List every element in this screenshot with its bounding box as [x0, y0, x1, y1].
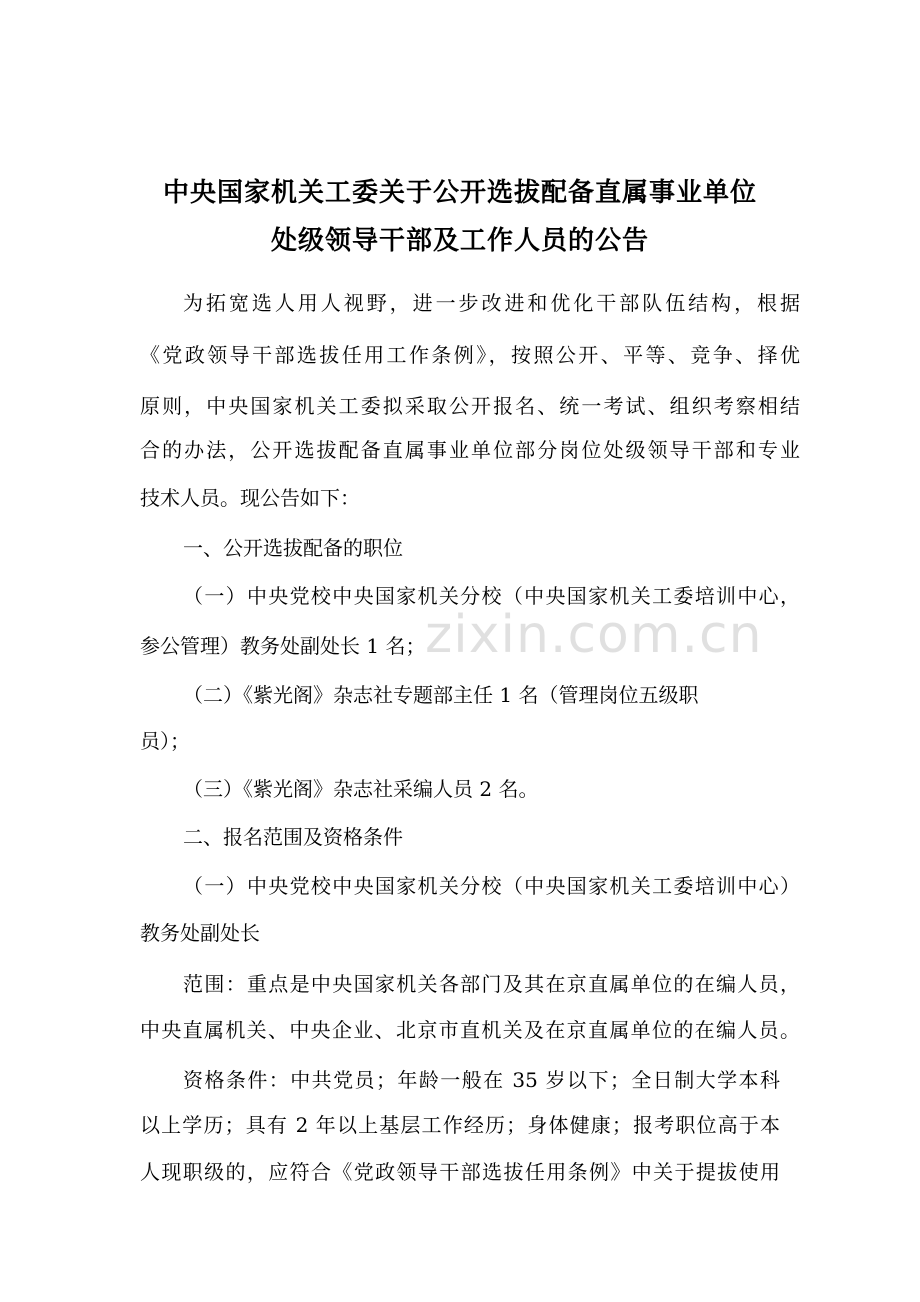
paragraph-line: （一）中央党校中央国家机关分校（中央国家机关工委培训中心，: [183, 584, 800, 608]
paragraph-line: 原则，中央国家机关工委拟采取公开报名、统一考试、组织考察相结: [140, 394, 800, 418]
paragraph-line: 员）；: [140, 729, 190, 753]
section-heading: 二、报名范围及资格条件: [183, 825, 403, 849]
paragraph-line: 资格条件：中共党员；年龄一般在 35 岁以下；全日制大学本科: [183, 1068, 780, 1092]
paragraph-line: （二）《紫光阁》杂志社专题部主任 1 名（管理岗位五级职: [183, 683, 699, 707]
section-heading: 一、公开选拔配备的职位: [183, 536, 403, 560]
document-title-line-1: 中央国家机关工委关于公开选拔配备直属事业单位: [162, 178, 757, 208]
paragraph-line: （一）中央党校中央国家机关分校（中央国家机关工委培训中心）: [183, 874, 800, 898]
paragraph-line: 人现职级的，应符合《党政领导干部选拔任用条例》中关于提拔使用: [140, 1160, 780, 1184]
paragraph-line: 中央直属机关、中央企业、北京市直机关及在京直属单位的在编人员。: [140, 1018, 800, 1042]
paragraph-line: 教务处副处长: [140, 921, 260, 945]
watermark: zixin.com.cn: [425, 605, 763, 665]
document-title-line-2: 处级领导干部及工作人员的公告: [270, 226, 649, 256]
paragraph-line: 合的办法，公开选拔配备直属事业单位部分岗位处级领导干部和专业: [140, 438, 800, 462]
paragraph-line: 范围：重点是中央国家机关各部门及其在京直属单位的在编人员，: [183, 972, 800, 996]
paragraph-line: 参公管理）教务处副处长 1 名；: [140, 634, 426, 658]
paragraph-line: 技术人员。现公告如下：: [140, 486, 360, 510]
paragraph-line: 《党政领导干部选拔任用工作条例》，按照公开、平等、竞争、择优: [140, 343, 800, 367]
paragraph-line: （三）《紫光阁》杂志社采编人员 2 名。: [183, 777, 539, 801]
paragraph-line: 为拓宽选人用人视野，进一步改进和优化干部队伍结构，根据: [183, 291, 800, 315]
paragraph-line: 以上学历；具有 2 年以上基层工作经历；身体健康；报考职位高于本: [140, 1113, 780, 1137]
